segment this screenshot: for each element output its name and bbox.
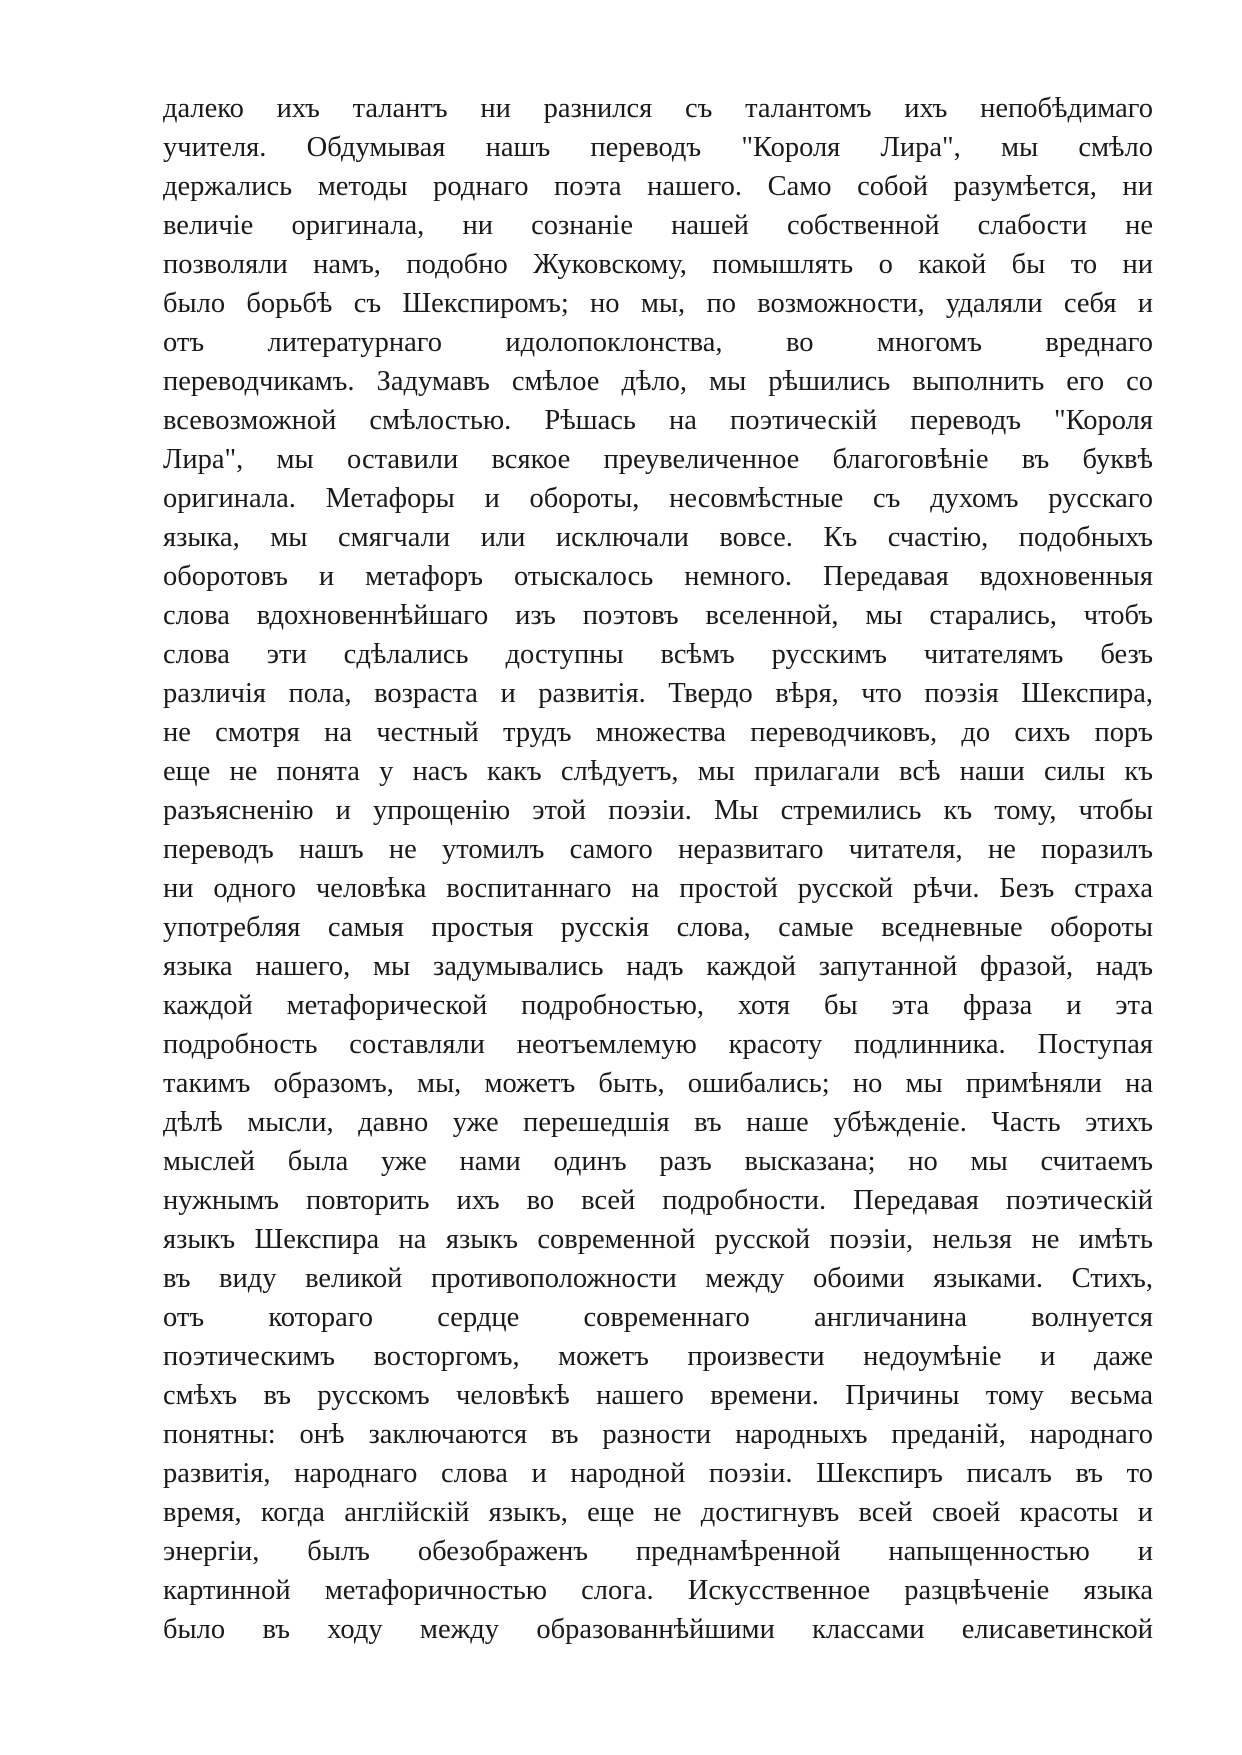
- text-line: употребляя самыя простыя русскія слова, самые вседневные обороты: [163, 912, 1153, 943]
- text-line: языка, мы смягчали или исключали вовсе. Къ счастію, подобныхъ: [163, 522, 1153, 553]
- text-line: нужнымъ повторить ихъ во всей подробности. Передавая поэтическій: [163, 1185, 1153, 1216]
- text-line: еще не понята у насъ какъ слѣдуетъ, мы прилагали всѣ наши силы къ: [163, 756, 1153, 787]
- text-line: Лира", мы оставили всякое преувеличенное благоговѣніе въ буквѣ: [163, 444, 1153, 475]
- text-line: отъ литературнаго идолопоклонства, во многомъ вреднаго: [163, 327, 1153, 358]
- text-line: отъ котораго сердце современнаго англичанина волнуется: [163, 1302, 1153, 1333]
- text-line: слова вдохновеннѣйшаго изъ поэтовъ вселенной, мы старались, чтобъ: [163, 600, 1153, 631]
- text-line: величіе оригинала, ни сознаніе нашей собственной слабости не: [163, 210, 1153, 241]
- text-line: время, когда англійскій языкъ, еще не достигнувъ всей своей красоты и: [163, 1497, 1153, 1528]
- text-line: ни одного человѣка воспитаннаго на простой русской рѣчи. Безъ страха: [163, 873, 1153, 904]
- text-line: языкъ Шекспира на языкъ современной русской поэзіи, нельзя не имѣть: [163, 1224, 1153, 1255]
- text-line: понятны: онѣ заключаются въ разности народныхъ преданій, народнаго: [163, 1419, 1153, 1450]
- text-line: подробность составляли неотъемлемую красоту подлинника. Поступая: [163, 1029, 1153, 1060]
- text-line: разъясненію и упрощенію этой поэзіи. Мы стремились къ тому, чтобы: [163, 795, 1153, 826]
- text-line: развитія, народнаго слова и народной поэзіи. Шекспиръ писалъ въ то: [163, 1458, 1153, 1489]
- body-text: [163, 89, 1153, 1649]
- text-line: было въ ходу между образованнѣйшими классами елисаветинской: [163, 1614, 1153, 1645]
- text-line: картинной метафоричностью слога. Искусственное разцвѣченіе языка: [163, 1575, 1153, 1606]
- text-line: каждой метафорической подробностью, хотя бы эта фраза и эта: [163, 990, 1153, 1021]
- text-line: оригинала. Метафоры и обороты, несовмѣстные съ духомъ русскаго: [163, 483, 1153, 514]
- text-line: поэтическимъ восторгомъ, можетъ произвести недоумѣніе и даже: [163, 1341, 1153, 1372]
- text-line: не смотря на честный трудъ множества переводчиковъ, до сихъ поръ: [163, 717, 1153, 748]
- text-line: переводъ нашъ не утомилъ самого неразвитаго читателя, не поразилъ: [163, 834, 1153, 865]
- text-line: языка нашего, мы задумывались надъ каждой запутанной фразой, надъ: [163, 951, 1153, 982]
- text-line: переводчикамъ. Задумавъ смѣлое дѣло, мы рѣшились выполнить его со: [163, 366, 1153, 397]
- text-line: было борьбѣ съ Шекспиромъ; но мы, по возможности, удаляли себя и: [163, 288, 1153, 319]
- text-line: всевозможной смѣлостью. Рѣшась на поэтическій переводъ "Короля: [163, 405, 1153, 436]
- text-line: мыслей была уже нами одинъ разъ высказана; но мы считаемъ: [163, 1146, 1153, 1177]
- text-line: позволяли намъ, подобно Жуковскому, помышлять о какой бы то ни: [163, 249, 1153, 280]
- text-line: слова эти сдѣлались доступны всѣмъ русскимъ читателямъ безъ: [163, 639, 1153, 670]
- text-line: такимъ образомъ, мы, можетъ быть, ошибались; но мы примѣняли на: [163, 1068, 1153, 1099]
- text-line: дѣлѣ мысли, давно уже перешедшія въ наше убѣжденіе. Часть этихъ: [163, 1107, 1153, 1138]
- text-line: въ виду великой противоположности между обоими языками. Стихъ,: [163, 1263, 1153, 1294]
- text-line: различія пола, возраста и развитія. Твердо вѣря, что поэзія Шекспира,: [163, 678, 1153, 709]
- text-line: далеко ихъ талантъ ни разнился съ талантомъ ихъ непобѣдимаго: [163, 93, 1153, 124]
- text-line: держались методы роднаго поэта нашего. Само собой разумѣется, ни: [163, 171, 1153, 202]
- text-line: оборотовъ и метафоръ отыскалось немного. Передавая вдохновенныя: [163, 561, 1153, 592]
- text-line: энергіи, былъ обезображенъ преднамѣренной напыщенностью и: [163, 1536, 1153, 1567]
- text-line: смѣхъ въ русскомъ человѣкѣ нашего времени. Причины тому весьма: [163, 1380, 1153, 1411]
- text-line: учителя. Обдумывая нашъ переводъ "Короля Лира", мы смѣло: [163, 132, 1153, 163]
